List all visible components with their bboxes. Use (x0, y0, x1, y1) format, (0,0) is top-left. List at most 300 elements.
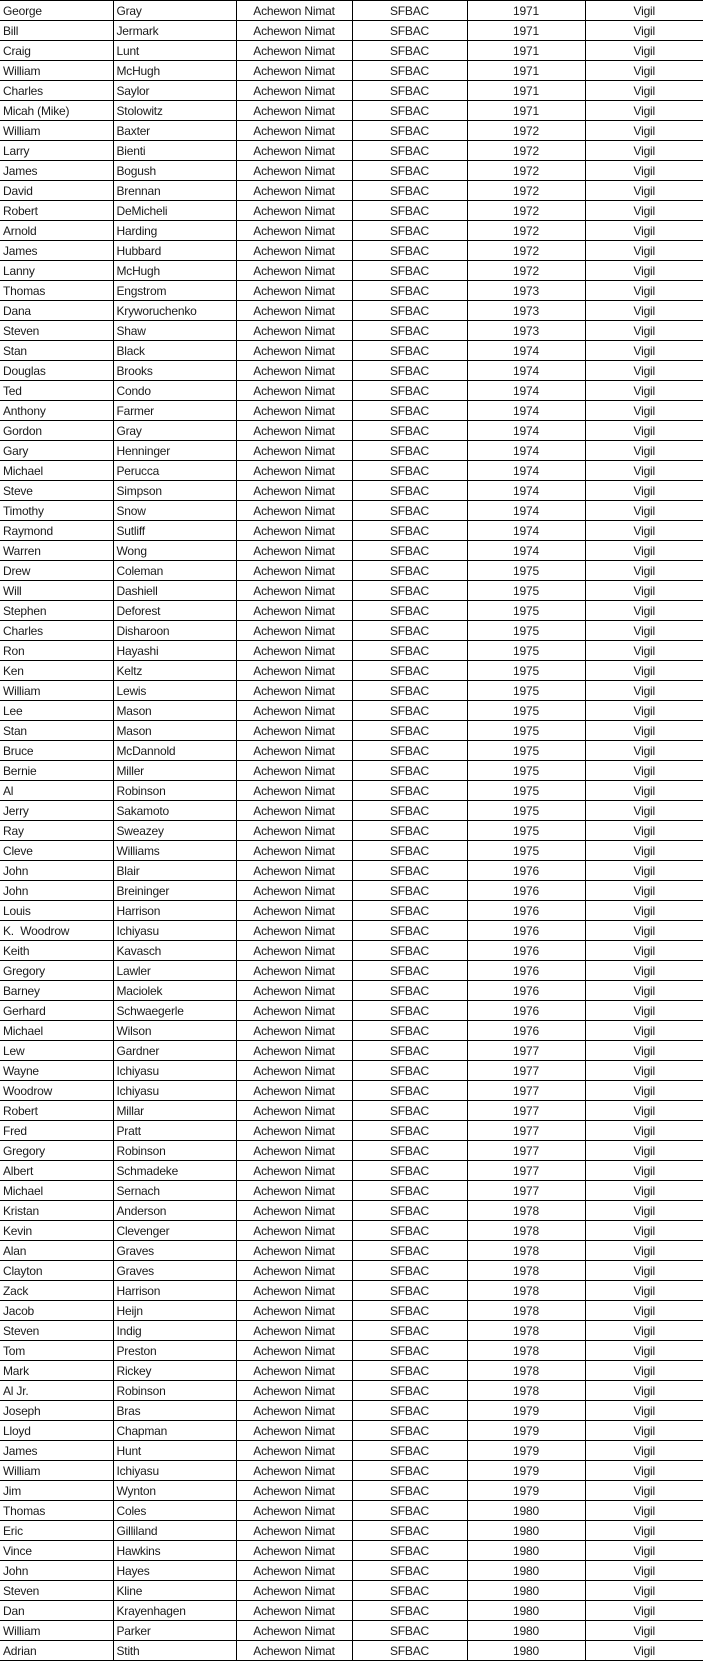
cell-first-name[interactable]: William (0, 61, 113, 81)
cell-year[interactable]: 1979 (467, 1461, 585, 1481)
cell-council[interactable]: SFBAC (352, 621, 467, 641)
cell-year[interactable]: 1975 (467, 721, 585, 741)
cell-first-name[interactable]: Gregory (0, 961, 113, 981)
cell-council[interactable]: SFBAC (352, 1481, 467, 1501)
cell-first-name[interactable]: Keith (0, 941, 113, 961)
cell-council[interactable]: SFBAC (352, 141, 467, 161)
cell-first-name[interactable]: William (0, 681, 113, 701)
cell-lodge[interactable]: Achewon Nimat (236, 1401, 352, 1421)
cell-year[interactable]: 1980 (467, 1541, 585, 1561)
cell-last-name[interactable]: Williams (113, 841, 236, 861)
cell-lodge[interactable]: Achewon Nimat (236, 1041, 352, 1061)
cell-year[interactable]: 1975 (467, 841, 585, 861)
cell-first-name[interactable]: Raymond (0, 521, 113, 541)
cell-first-name[interactable]: Zack (0, 1281, 113, 1301)
cell-council[interactable]: SFBAC (352, 1341, 467, 1361)
cell-first-name[interactable]: Warren (0, 541, 113, 561)
cell-council[interactable]: SFBAC (352, 861, 467, 881)
cell-lodge[interactable]: Achewon Nimat (236, 241, 352, 261)
cell-first-name[interactable]: Dana (0, 301, 113, 321)
cell-last-name[interactable]: Miller (113, 761, 236, 781)
cell-honor[interactable]: Vigil (585, 1361, 703, 1381)
cell-lodge[interactable]: Achewon Nimat (236, 481, 352, 501)
cell-council[interactable]: SFBAC (352, 921, 467, 941)
cell-year[interactable]: 1980 (467, 1561, 585, 1581)
cell-council[interactable]: SFBAC (352, 1261, 467, 1281)
cell-honor[interactable]: Vigil (585, 701, 703, 721)
cell-first-name[interactable]: Thomas (0, 281, 113, 301)
cell-honor[interactable]: Vigil (585, 661, 703, 681)
cell-lodge[interactable]: Achewon Nimat (236, 701, 352, 721)
cell-lodge[interactable]: Achewon Nimat (236, 1001, 352, 1021)
cell-year[interactable]: 1973 (467, 301, 585, 321)
cell-year[interactable]: 1979 (467, 1401, 585, 1421)
cell-lodge[interactable]: Achewon Nimat (236, 261, 352, 281)
cell-lodge[interactable]: Achewon Nimat (236, 161, 352, 181)
cell-first-name[interactable]: Stan (0, 341, 113, 361)
cell-last-name[interactable]: Snow (113, 501, 236, 521)
cell-lodge[interactable]: Achewon Nimat (236, 181, 352, 201)
cell-first-name[interactable]: Tom (0, 1341, 113, 1361)
cell-council[interactable]: SFBAC (352, 1361, 467, 1381)
cell-year[interactable]: 1976 (467, 1001, 585, 1021)
cell-last-name[interactable]: Stith (113, 1641, 236, 1661)
cell-honor[interactable]: Vigil (585, 1041, 703, 1061)
cell-council[interactable]: SFBAC (352, 1101, 467, 1121)
cell-first-name[interactable]: Douglas (0, 361, 113, 381)
cell-first-name[interactable]: Gerhard (0, 1001, 113, 1021)
cell-year[interactable]: 1980 (467, 1501, 585, 1521)
cell-lodge[interactable]: Achewon Nimat (236, 921, 352, 941)
cell-last-name[interactable]: Hunt (113, 1441, 236, 1461)
cell-lodge[interactable]: Achewon Nimat (236, 121, 352, 141)
cell-honor[interactable]: Vigil (585, 1401, 703, 1421)
cell-last-name[interactable]: Hayes (113, 1561, 236, 1581)
cell-year[interactable]: 1977 (467, 1141, 585, 1161)
cell-council[interactable]: SFBAC (352, 41, 467, 61)
cell-council[interactable]: SFBAC (352, 1281, 467, 1301)
cell-last-name[interactable]: Robinson (113, 1381, 236, 1401)
cell-lodge[interactable]: Achewon Nimat (236, 1641, 352, 1661)
cell-first-name[interactable]: James (0, 241, 113, 261)
cell-year[interactable]: 1971 (467, 21, 585, 41)
cell-last-name[interactable]: McHugh (113, 261, 236, 281)
cell-first-name[interactable]: Steven (0, 1321, 113, 1341)
cell-year[interactable]: 1976 (467, 921, 585, 941)
cell-honor[interactable]: Vigil (585, 61, 703, 81)
cell-council[interactable]: SFBAC (352, 301, 467, 321)
cell-last-name[interactable]: Heijn (113, 1301, 236, 1321)
cell-first-name[interactable]: Michael (0, 1021, 113, 1041)
cell-year[interactable]: 1975 (467, 601, 585, 621)
cell-council[interactable]: SFBAC (352, 1621, 467, 1641)
cell-honor[interactable]: Vigil (585, 1241, 703, 1261)
cell-last-name[interactable]: Lawler (113, 961, 236, 981)
cell-year[interactable]: 1980 (467, 1601, 585, 1621)
cell-first-name[interactable]: William (0, 1621, 113, 1641)
cell-first-name[interactable]: Joseph (0, 1401, 113, 1421)
cell-council[interactable]: SFBAC (352, 1521, 467, 1541)
cell-last-name[interactable]: Disharoon (113, 621, 236, 641)
cell-council[interactable]: SFBAC (352, 381, 467, 401)
cell-lodge[interactable]: Achewon Nimat (236, 361, 352, 381)
cell-last-name[interactable]: Anderson (113, 1201, 236, 1221)
cell-honor[interactable]: Vigil (585, 921, 703, 941)
cell-year[interactable]: 1980 (467, 1521, 585, 1541)
cell-lodge[interactable]: Achewon Nimat (236, 401, 352, 421)
cell-first-name[interactable]: James (0, 161, 113, 181)
cell-year[interactable]: 1975 (467, 561, 585, 581)
cell-council[interactable]: SFBAC (352, 521, 467, 541)
cell-council[interactable]: SFBAC (352, 1601, 467, 1621)
cell-lodge[interactable]: Achewon Nimat (236, 441, 352, 461)
cell-first-name[interactable]: Gordon (0, 421, 113, 441)
cell-council[interactable]: SFBAC (352, 341, 467, 361)
cell-honor[interactable]: Vigil (585, 481, 703, 501)
cell-year[interactable]: 1975 (467, 701, 585, 721)
cell-last-name[interactable]: McHugh (113, 61, 236, 81)
cell-year[interactable]: 1972 (467, 141, 585, 161)
cell-council[interactable]: SFBAC (352, 781, 467, 801)
cell-lodge[interactable]: Achewon Nimat (236, 681, 352, 701)
cell-last-name[interactable]: Robinson (113, 1141, 236, 1161)
cell-honor[interactable]: Vigil (585, 881, 703, 901)
cell-honor[interactable]: Vigil (585, 521, 703, 541)
cell-year[interactable]: 1974 (467, 341, 585, 361)
cell-first-name[interactable]: Steven (0, 321, 113, 341)
cell-last-name[interactable]: Gardner (113, 1041, 236, 1061)
cell-honor[interactable]: Vigil (585, 1621, 703, 1641)
cell-year[interactable]: 1974 (467, 381, 585, 401)
cell-lodge[interactable]: Achewon Nimat (236, 321, 352, 341)
cell-last-name[interactable]: Bras (113, 1401, 236, 1421)
cell-year[interactable]: 1971 (467, 41, 585, 61)
cell-last-name[interactable]: Indig (113, 1321, 236, 1341)
cell-year[interactable]: 1975 (467, 621, 585, 641)
cell-lodge[interactable]: Achewon Nimat (236, 621, 352, 641)
cell-council[interactable]: SFBAC (352, 481, 467, 501)
cell-year[interactable]: 1978 (467, 1261, 585, 1281)
cell-council[interactable]: SFBAC (352, 661, 467, 681)
cell-first-name[interactable]: Gary (0, 441, 113, 461)
cell-honor[interactable]: Vigil (585, 561, 703, 581)
cell-lodge[interactable]: Achewon Nimat (236, 141, 352, 161)
cell-honor[interactable]: Vigil (585, 1321, 703, 1341)
cell-honor[interactable]: Vigil (585, 1341, 703, 1361)
cell-council[interactable]: SFBAC (352, 61, 467, 81)
cell-year[interactable]: 1974 (467, 541, 585, 561)
cell-first-name[interactable]: Steve (0, 481, 113, 501)
cell-year[interactable]: 1976 (467, 901, 585, 921)
cell-honor[interactable]: Vigil (585, 1181, 703, 1201)
cell-lodge[interactable]: Achewon Nimat (236, 1081, 352, 1101)
cell-council[interactable]: SFBAC (352, 981, 467, 1001)
cell-lodge[interactable]: Achewon Nimat (236, 721, 352, 741)
cell-year[interactable]: 1979 (467, 1421, 585, 1441)
cell-council[interactable]: SFBAC (352, 961, 467, 981)
cell-year[interactable]: 1975 (467, 821, 585, 841)
cell-first-name[interactable]: Robert (0, 201, 113, 221)
cell-council[interactable]: SFBAC (352, 1161, 467, 1181)
cell-council[interactable]: SFBAC (352, 1001, 467, 1021)
cell-first-name[interactable]: Craig (0, 41, 113, 61)
cell-first-name[interactable]: Stephen (0, 601, 113, 621)
cell-first-name[interactable]: Micah (Mike) (0, 101, 113, 121)
cell-year[interactable]: 1971 (467, 1, 585, 21)
cell-last-name[interactable]: Gray (113, 1, 236, 21)
cell-honor[interactable]: Vigil (585, 901, 703, 921)
cell-council[interactable]: SFBAC (352, 641, 467, 661)
cell-first-name[interactable]: Cleve (0, 841, 113, 861)
cell-lodge[interactable]: Achewon Nimat (236, 641, 352, 661)
cell-council[interactable]: SFBAC (352, 181, 467, 201)
cell-honor[interactable]: Vigil (585, 301, 703, 321)
cell-council[interactable]: SFBAC (352, 721, 467, 741)
cell-last-name[interactable]: Coleman (113, 561, 236, 581)
cell-honor[interactable]: Vigil (585, 141, 703, 161)
cell-first-name[interactable]: Bill (0, 21, 113, 41)
cell-first-name[interactable]: Michael (0, 1181, 113, 1201)
cell-council[interactable]: SFBAC (352, 21, 467, 41)
cell-last-name[interactable]: Sweazey (113, 821, 236, 841)
cell-honor[interactable]: Vigil (585, 961, 703, 981)
cell-council[interactable]: SFBAC (352, 201, 467, 221)
cell-council[interactable]: SFBAC (352, 361, 467, 381)
cell-lodge[interactable]: Achewon Nimat (236, 301, 352, 321)
cell-honor[interactable]: Vigil (585, 721, 703, 741)
cell-first-name[interactable]: Fred (0, 1121, 113, 1141)
cell-last-name[interactable]: Chapman (113, 1421, 236, 1441)
cell-lodge[interactable]: Achewon Nimat (236, 1361, 352, 1381)
cell-lodge[interactable]: Achewon Nimat (236, 1101, 352, 1121)
cell-first-name[interactable]: Will (0, 581, 113, 601)
cell-first-name[interactable]: John (0, 1561, 113, 1581)
cell-lodge[interactable]: Achewon Nimat (236, 581, 352, 601)
cell-first-name[interactable]: John (0, 881, 113, 901)
cell-first-name[interactable]: Mark (0, 1361, 113, 1381)
cell-last-name[interactable]: Clevenger (113, 1221, 236, 1241)
cell-lodge[interactable]: Achewon Nimat (236, 281, 352, 301)
cell-last-name[interactable]: Ichiyasu (113, 921, 236, 941)
cell-first-name[interactable]: Ray (0, 821, 113, 841)
cell-last-name[interactable]: Sakamoto (113, 801, 236, 821)
cell-lodge[interactable]: Achewon Nimat (236, 1561, 352, 1581)
cell-last-name[interactable]: Sutliff (113, 521, 236, 541)
cell-lodge[interactable]: Achewon Nimat (236, 1241, 352, 1261)
cell-first-name[interactable]: Louis (0, 901, 113, 921)
cell-last-name[interactable]: Maciolek (113, 981, 236, 1001)
cell-year[interactable]: 1972 (467, 201, 585, 221)
cell-first-name[interactable]: Alan (0, 1241, 113, 1261)
cell-last-name[interactable]: Gray (113, 421, 236, 441)
cell-honor[interactable]: Vigil (585, 1081, 703, 1101)
cell-council[interactable]: SFBAC (352, 901, 467, 921)
cell-council[interactable]: SFBAC (352, 941, 467, 961)
cell-year[interactable]: 1978 (467, 1361, 585, 1381)
cell-honor[interactable]: Vigil (585, 401, 703, 421)
cell-honor[interactable]: Vigil (585, 1581, 703, 1601)
cell-year[interactable]: 1976 (467, 1021, 585, 1041)
cell-council[interactable]: SFBAC (352, 1061, 467, 1081)
cell-last-name[interactable]: Kryworuchenko (113, 301, 236, 321)
cell-year[interactable]: 1971 (467, 61, 585, 81)
cell-first-name[interactable]: Adrian (0, 1641, 113, 1661)
cell-year[interactable]: 1973 (467, 281, 585, 301)
cell-honor[interactable]: Vigil (585, 421, 703, 441)
cell-year[interactable]: 1979 (467, 1481, 585, 1501)
cell-council[interactable]: SFBAC (352, 821, 467, 841)
cell-year[interactable]: 1977 (467, 1061, 585, 1081)
cell-last-name[interactable]: Engstrom (113, 281, 236, 301)
cell-first-name[interactable]: Lee (0, 701, 113, 721)
cell-year[interactable]: 1978 (467, 1201, 585, 1221)
cell-council[interactable]: SFBAC (352, 1501, 467, 1521)
cell-last-name[interactable]: Mason (113, 701, 236, 721)
cell-lodge[interactable]: Achewon Nimat (236, 1581, 352, 1601)
cell-lodge[interactable]: Achewon Nimat (236, 1121, 352, 1141)
cell-council[interactable]: SFBAC (352, 1221, 467, 1241)
cell-honor[interactable]: Vigil (585, 621, 703, 641)
cell-last-name[interactable]: Kline (113, 1581, 236, 1601)
cell-first-name[interactable]: Kevin (0, 1221, 113, 1241)
cell-honor[interactable]: Vigil (585, 1301, 703, 1321)
cell-last-name[interactable]: Preston (113, 1341, 236, 1361)
cell-first-name[interactable]: Charles (0, 81, 113, 101)
cell-council[interactable]: SFBAC (352, 601, 467, 621)
cell-year[interactable]: 1978 (467, 1341, 585, 1361)
cell-first-name[interactable]: Dan (0, 1601, 113, 1621)
cell-year[interactable]: 1974 (467, 501, 585, 521)
cell-year[interactable]: 1976 (467, 861, 585, 881)
cell-first-name[interactable]: Ron (0, 641, 113, 661)
cell-honor[interactable]: Vigil (585, 281, 703, 301)
cell-last-name[interactable]: Farmer (113, 401, 236, 421)
cell-first-name[interactable]: Wayne (0, 1061, 113, 1081)
cell-council[interactable]: SFBAC (352, 501, 467, 521)
cell-last-name[interactable]: Perucca (113, 461, 236, 481)
cell-lodge[interactable]: Achewon Nimat (236, 1141, 352, 1161)
cell-last-name[interactable]: Lewis (113, 681, 236, 701)
cell-honor[interactable]: Vigil (585, 1601, 703, 1621)
cell-council[interactable]: SFBAC (352, 81, 467, 101)
cell-council[interactable]: SFBAC (352, 741, 467, 761)
cell-honor[interactable]: Vigil (585, 741, 703, 761)
cell-year[interactable]: 1980 (467, 1621, 585, 1641)
cell-first-name[interactable]: Al (0, 781, 113, 801)
cell-lodge[interactable]: Achewon Nimat (236, 961, 352, 981)
cell-council[interactable]: SFBAC (352, 681, 467, 701)
cell-year[interactable]: 1974 (467, 481, 585, 501)
cell-lodge[interactable]: Achewon Nimat (236, 841, 352, 861)
cell-last-name[interactable]: Harding (113, 221, 236, 241)
cell-year[interactable]: 1974 (467, 421, 585, 441)
cell-honor[interactable]: Vigil (585, 221, 703, 241)
cell-honor[interactable]: Vigil (585, 1021, 703, 1041)
cell-last-name[interactable]: Ichiyasu (113, 1061, 236, 1081)
cell-last-name[interactable]: Pratt (113, 1121, 236, 1141)
cell-last-name[interactable]: Ichiyasu (113, 1461, 236, 1481)
cell-lodge[interactable]: Achewon Nimat (236, 781, 352, 801)
cell-council[interactable]: SFBAC (352, 281, 467, 301)
cell-first-name[interactable]: Timothy (0, 501, 113, 521)
cell-council[interactable]: SFBAC (352, 1581, 467, 1601)
cell-lodge[interactable]: Achewon Nimat (236, 1261, 352, 1281)
cell-year[interactable]: 1976 (467, 981, 585, 1001)
cell-lodge[interactable]: Achewon Nimat (236, 61, 352, 81)
cell-council[interactable]: SFBAC (352, 101, 467, 121)
cell-lodge[interactable]: Achewon Nimat (236, 1181, 352, 1201)
cell-council[interactable]: SFBAC (352, 1021, 467, 1041)
cell-first-name[interactable]: Jim (0, 1481, 113, 1501)
cell-last-name[interactable]: Lunt (113, 41, 236, 61)
cell-last-name[interactable]: Henninger (113, 441, 236, 461)
cell-last-name[interactable]: Graves (113, 1241, 236, 1261)
cell-last-name[interactable]: Shaw (113, 321, 236, 341)
cell-lodge[interactable]: Achewon Nimat (236, 1341, 352, 1361)
cell-lodge[interactable]: Achewon Nimat (236, 881, 352, 901)
cell-honor[interactable]: Vigil (585, 321, 703, 341)
cell-year[interactable]: 1975 (467, 761, 585, 781)
cell-honor[interactable]: Vigil (585, 1161, 703, 1181)
cell-council[interactable]: SFBAC (352, 1461, 467, 1481)
cell-last-name[interactable]: Schmadeke (113, 1161, 236, 1181)
cell-lodge[interactable]: Achewon Nimat (236, 21, 352, 41)
cell-first-name[interactable]: Stan (0, 721, 113, 741)
cell-lodge[interactable]: Achewon Nimat (236, 1461, 352, 1481)
cell-lodge[interactable]: Achewon Nimat (236, 1281, 352, 1301)
cell-honor[interactable]: Vigil (585, 1461, 703, 1481)
cell-first-name[interactable]: William (0, 1461, 113, 1481)
cell-council[interactable]: SFBAC (352, 1, 467, 21)
cell-first-name[interactable]: Albert (0, 1161, 113, 1181)
cell-first-name[interactable]: Lanny (0, 261, 113, 281)
cell-lodge[interactable]: Achewon Nimat (236, 1421, 352, 1441)
cell-lodge[interactable]: Achewon Nimat (236, 1481, 352, 1501)
cell-last-name[interactable]: Condo (113, 381, 236, 401)
cell-lodge[interactable]: Achewon Nimat (236, 981, 352, 1001)
cell-year[interactable]: 1979 (467, 1441, 585, 1461)
cell-first-name[interactable]: Drew (0, 561, 113, 581)
cell-year[interactable]: 1976 (467, 941, 585, 961)
cell-first-name[interactable]: Charles (0, 621, 113, 641)
cell-year[interactable]: 1977 (467, 1161, 585, 1181)
cell-lodge[interactable]: Achewon Nimat (236, 941, 352, 961)
cell-year[interactable]: 1978 (467, 1381, 585, 1401)
cell-last-name[interactable]: Simpson (113, 481, 236, 501)
cell-lodge[interactable]: Achewon Nimat (236, 821, 352, 841)
cell-honor[interactable]: Vigil (585, 1261, 703, 1281)
cell-council[interactable]: SFBAC (352, 1141, 467, 1161)
cell-first-name[interactable]: Ken (0, 661, 113, 681)
cell-lodge[interactable]: Achewon Nimat (236, 1501, 352, 1521)
cell-council[interactable]: SFBAC (352, 561, 467, 581)
cell-lodge[interactable]: Achewon Nimat (236, 901, 352, 921)
cell-last-name[interactable]: Schwaegerle (113, 1001, 236, 1021)
cell-lodge[interactable]: Achewon Nimat (236, 421, 352, 441)
cell-last-name[interactable]: Sernach (113, 1181, 236, 1201)
cell-council[interactable]: SFBAC (352, 461, 467, 481)
cell-year[interactable]: 1975 (467, 801, 585, 821)
cell-year[interactable]: 1971 (467, 81, 585, 101)
cell-lodge[interactable]: Achewon Nimat (236, 1, 352, 21)
cell-lodge[interactable]: Achewon Nimat (236, 1161, 352, 1181)
cell-council[interactable]: SFBAC (352, 161, 467, 181)
cell-honor[interactable]: Vigil (585, 1121, 703, 1141)
cell-first-name[interactable]: Gregory (0, 1141, 113, 1161)
cell-lodge[interactable]: Achewon Nimat (236, 461, 352, 481)
cell-honor[interactable]: Vigil (585, 21, 703, 41)
cell-council[interactable]: SFBAC (352, 841, 467, 861)
